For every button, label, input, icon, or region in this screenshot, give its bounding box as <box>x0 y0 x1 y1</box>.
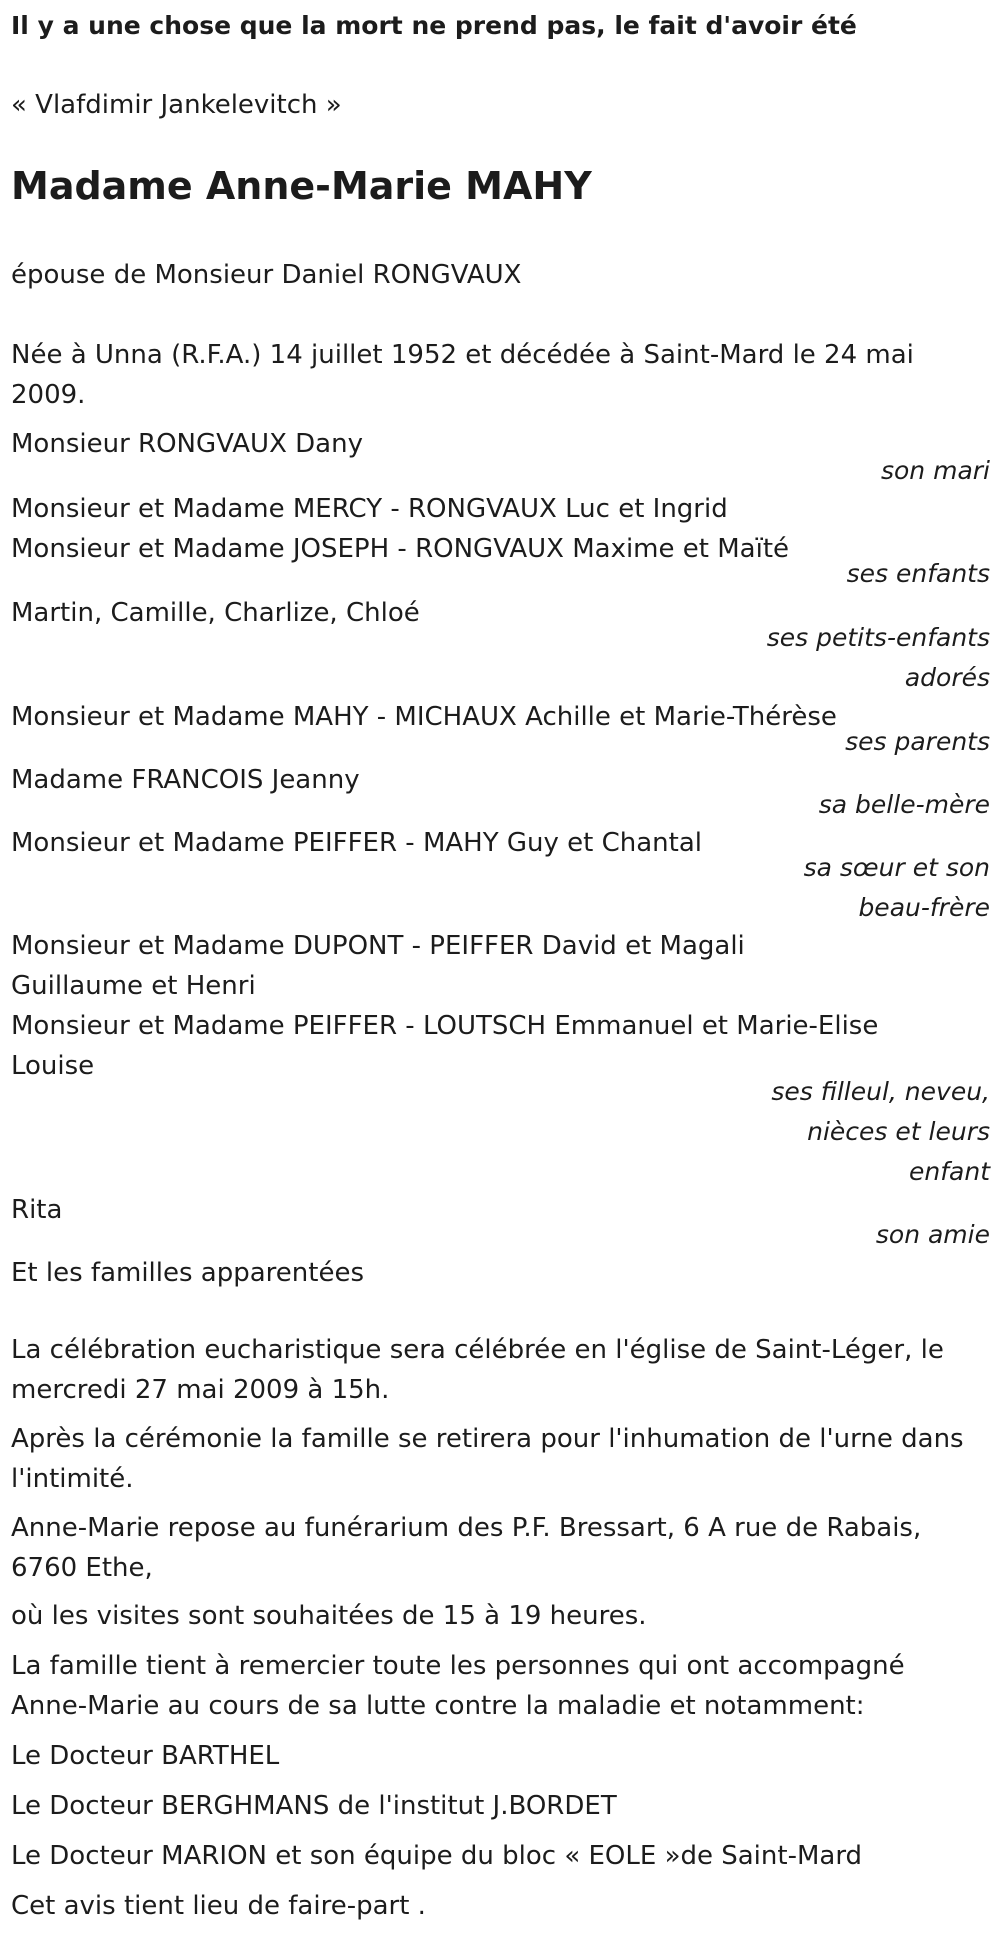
grandchildren-role-line-1: ses petits-enfants <box>766 623 990 652</box>
burial-line-2: l'intimité. <box>11 1464 134 1494</box>
funeral-home-line-1: Anne-Marie repose au funérarium des P.F. Bressart, 6 A rue de Rabais, <box>11 1513 922 1543</box>
sister-role-line-2: beau-frère <box>858 893 990 922</box>
closing-line: Cet avis tient lieu de faire-part . <box>11 1891 426 1921</box>
godchildren-role-line-2: nièces et leurs <box>807 1117 990 1146</box>
relatives-line: Et les familles apparentées <box>11 1258 365 1288</box>
parents-names: Monsieur et Madame MAHY - MICHAUX Achille et Marie-Thérèse <box>11 702 837 732</box>
birth-death-line-1: Née à Unna (R.F.A.) 14 juillet 1952 et décédée à Saint-Mard le 24 mai <box>11 340 914 370</box>
doctor-entry-1: Le Docteur BARTHEL <box>11 1741 280 1771</box>
sister-names: Monsieur et Madame PEIFFER - MAHY Guy et Chantal <box>11 828 702 858</box>
thanks-intro-line-1: La famille tient à remercier toute les personnes qui ont accompagné <box>11 1651 905 1681</box>
godchild-entry-4: Louise <box>11 1051 95 1081</box>
grandchildren-role-line-2: adorés <box>904 663 990 692</box>
godchild-entry-3: Monsieur et Madame PEIFFER - LOUTSCH Emmanuel et Marie-Elise <box>11 1011 879 1041</box>
godchildren-role-line-3: enfant <box>909 1157 990 1186</box>
sister-role-line-1: sa sœur et son <box>803 853 990 882</box>
doctor-entry-2: Le Docteur BERGHMANS de l'institut J.BORDET <box>11 1791 617 1821</box>
godchild-entry-2: Guillaume et Henri <box>11 971 256 1001</box>
parents-role: ses parents <box>845 727 990 756</box>
godchildren-role-line-1: ses filleul, neveu, <box>771 1077 990 1106</box>
husband-role: son mari <box>880 456 990 485</box>
celebration-line-2: mercredi 27 mai 2009 à 15h. <box>11 1375 390 1405</box>
funeral-home-line-2: 6760 Ethe, <box>11 1553 153 1583</box>
mother-in-law-name: Madame FRANCOIS Jeanny <box>11 765 360 795</box>
friend-name: Rita <box>11 1195 63 1225</box>
children-role: ses enfants <box>846 559 990 588</box>
doctor-entry-3: Le Docteur MARION et son équipe du bloc « EOLE »de Saint-Mard <box>11 1841 863 1871</box>
child-entry-1: Monsieur et Madame MERCY - RONGVAUX Luc et Ingrid <box>11 494 728 524</box>
celebration-line-1: La célébration eucharistique sera célébrée en l'église de Saint-Léger, le <box>11 1335 944 1365</box>
deceased-name: Madame Anne-Marie MAHY <box>11 164 592 208</box>
thanks-intro-line-2: Anne-Marie au cours de sa lutte contre la maladie et notamment: <box>11 1691 865 1721</box>
epigraph-quote: Il y a une chose que la mort ne prend pas, le fait d'avoir été <box>11 11 857 40</box>
birth-death-line-2: 2009. <box>11 380 86 410</box>
visits-line: où les visites sont souhaitées de 15 à 19 heures. <box>11 1601 647 1631</box>
husband-name: Monsieur RONGVAUX Dany <box>11 429 363 459</box>
grandchildren-names: Martin, Camille, Charlize, Chloé <box>11 598 420 628</box>
child-entry-2: Monsieur et Madame JOSEPH - RONGVAUX Maxime et Maïté <box>11 534 790 564</box>
godchild-entry-1: Monsieur et Madame DUPONT - PEIFFER David et Magali <box>11 931 745 961</box>
mother-in-law-role: sa belle-mère <box>818 790 990 819</box>
spouse-line: épouse de Monsieur Daniel RONGVAUX <box>11 260 522 290</box>
friend-role: son amie <box>875 1220 990 1249</box>
burial-line-1: Après la cérémonie la famille se retirera pour l'inhumation de l'urne dans <box>11 1424 964 1454</box>
epigraph-author: « Vlafdimir Jankelevitch » <box>11 90 342 120</box>
